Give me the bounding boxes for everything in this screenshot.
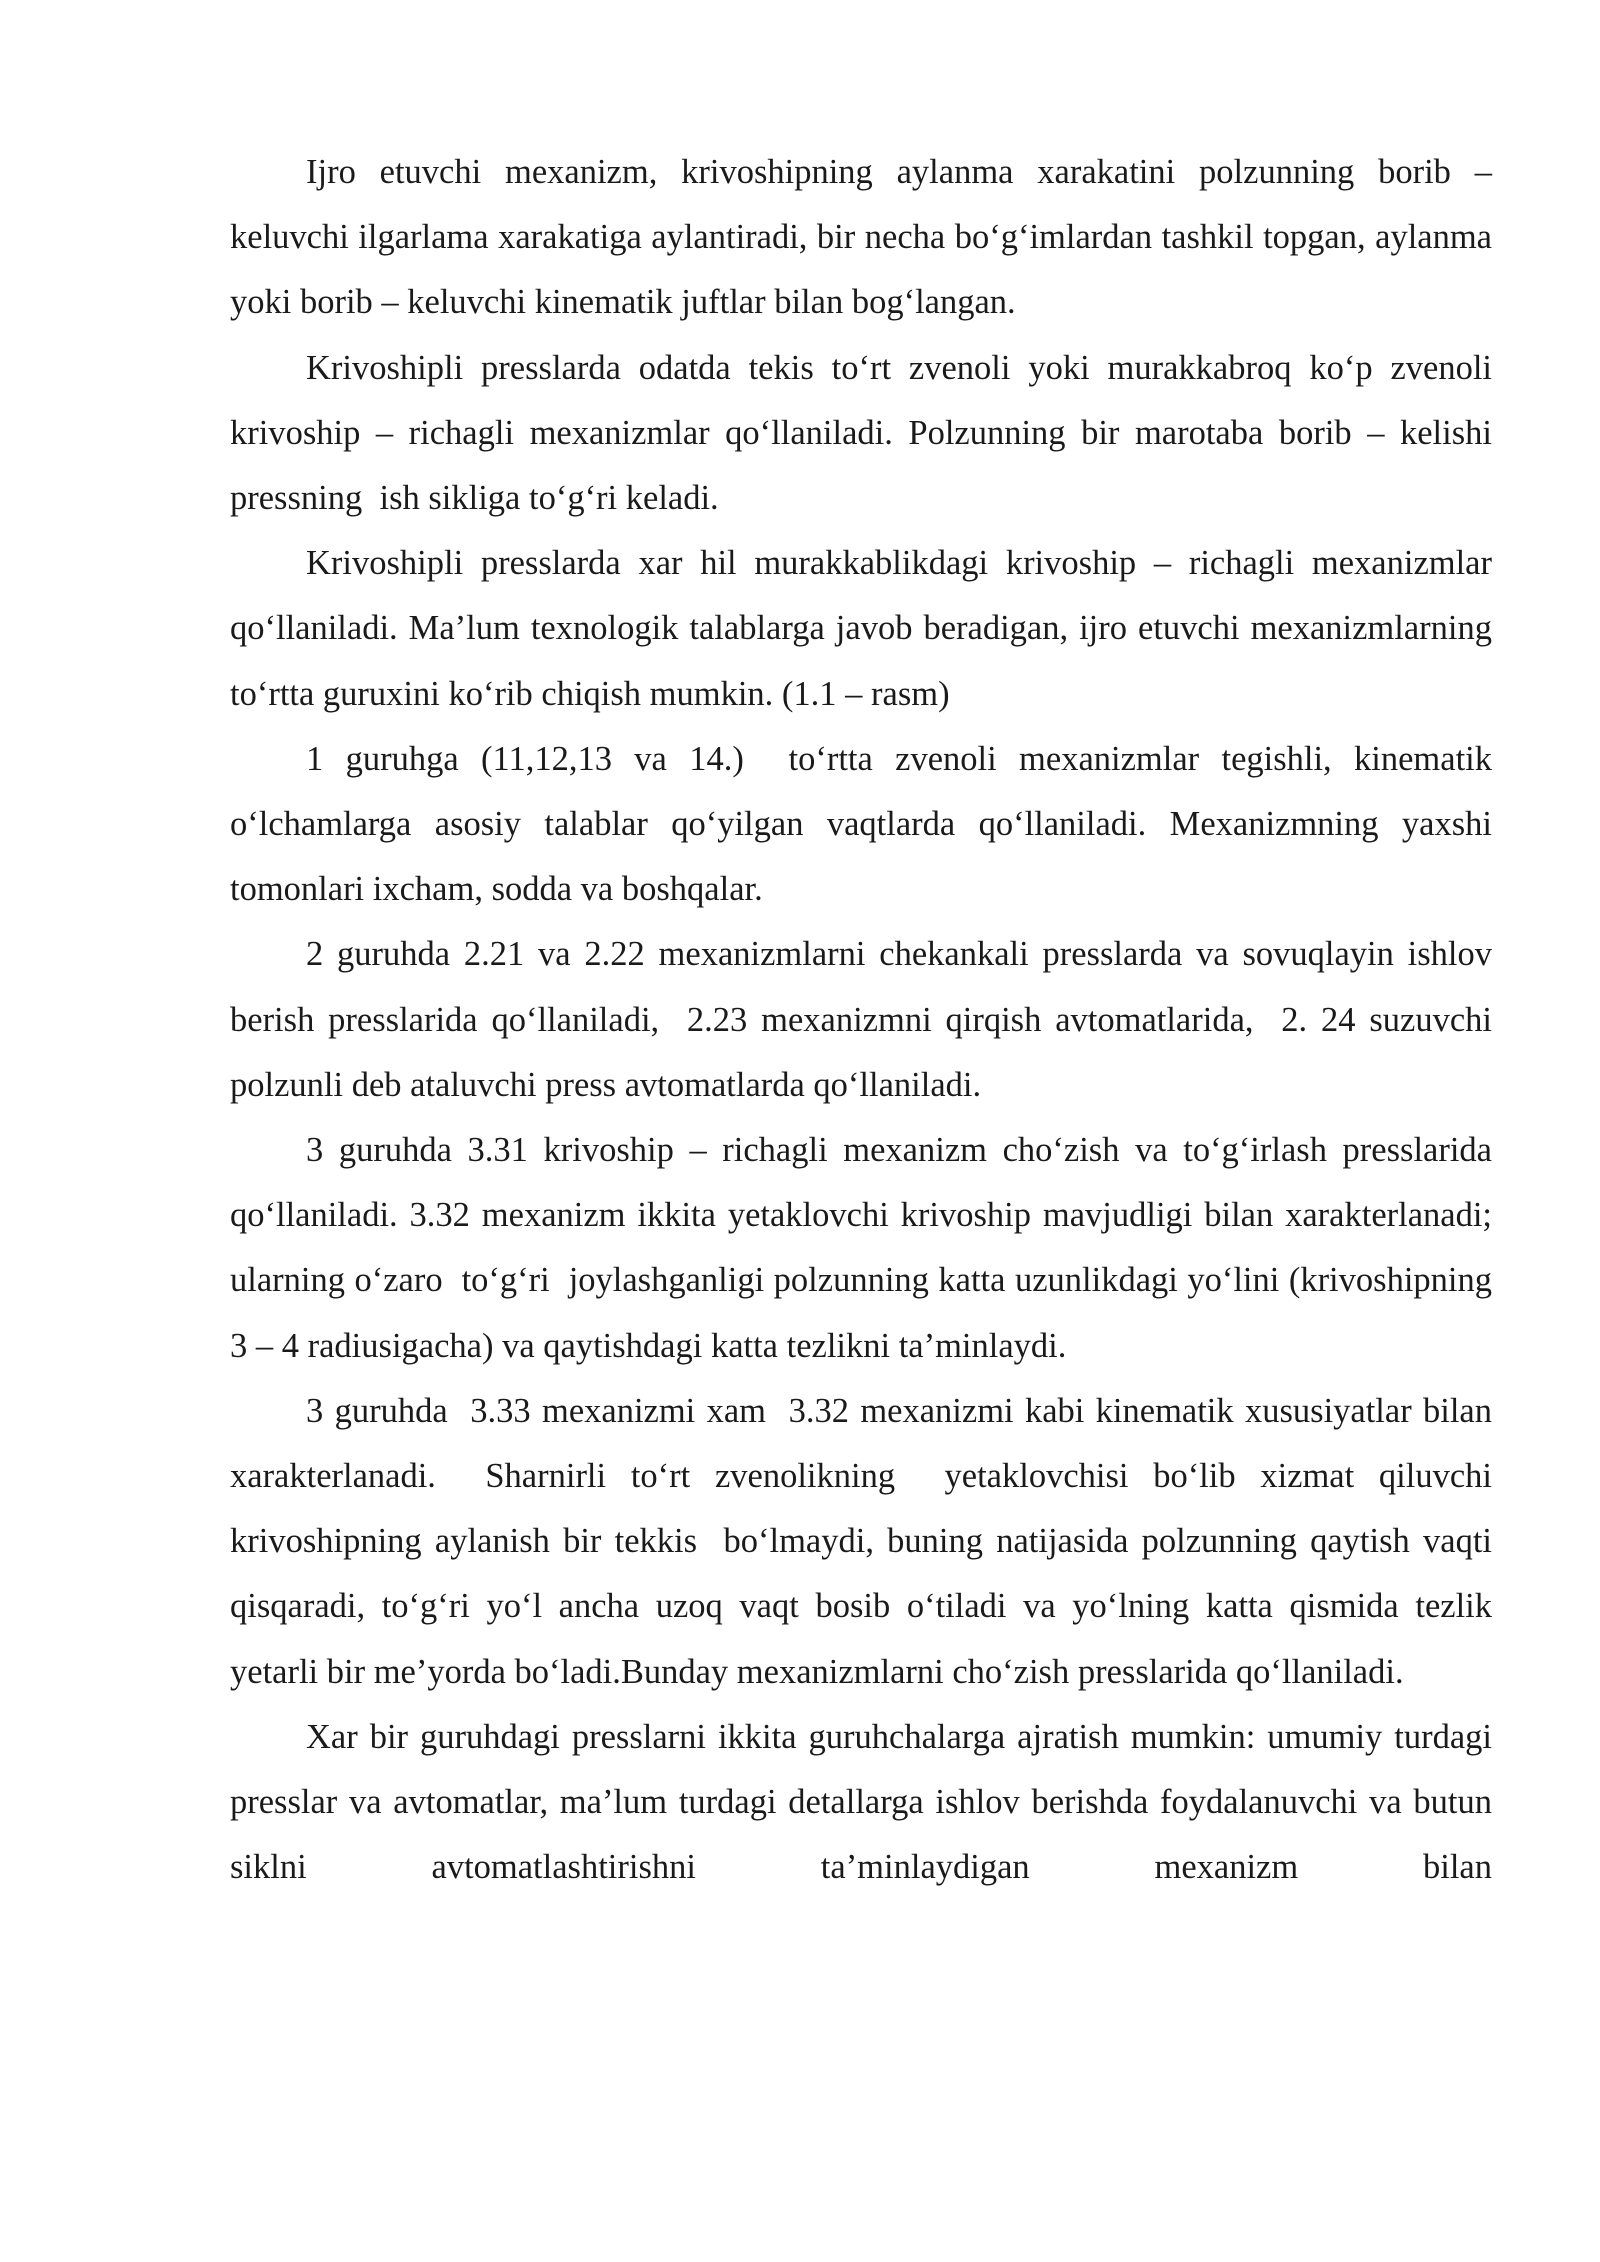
paragraph-4: 1 guruhga (11,12,13 va 14.) to‘rtta zvenoli mexanizmlar tegishli, kinematik o‘lchamlarga asosiy talablar qo‘yilgan vaqtlarda qo‘llaniladi. Mexanizmning yaxshi tomonlari ixcham, sodda va boshqalar.	[230, 739, 1501, 909]
paragraph-2: Krivoshipli presslarda odatda tekis to‘rt zvenoli yoki murakkabroq ko‘p zvenoli krivoship – richagli mexanizmlar qo‘llaniladi. Polzunning bir marotaba borib – kelishi pressning ish sikliga to‘g‘ri keladi.	[230, 348, 1501, 518]
document-body	[230, 140, 1510, 1900]
paragraph-5: 2 guruhda 2.21 va 2.22 mexanizmlarni chekankali presslarda va sovuqlayin ishlov berish presslarida qo‘llaniladi, 2.23 mexanizmni qirqish avtomatlarida, 2. 24 suzuvchi polzunli deb ataluvchi press avtomatlarda qo‘llaniladi.	[230, 935, 1501, 1104]
paragraph-1: Ijro etuvchi mexanizm, krivoshipning aylanma xarakatini polzunning borib – keluvchi ilgarlama xarakatiga aylantiradi, bir necha bo‘g‘imlardan tashkil topgan, aylanma yoki borib – keluvchi kinematik juftlar bilan bog‘langan.	[230, 153, 1501, 322]
paragraph-3: Krivoshipli presslarda xar hil murakkablikdagi krivoship – richagli mexanizmlar qo‘llaniladi. Ma’lum texnologik talablarga javob beradigan, ijro etuvchi mexanizmlarning to‘rtta guruxini ko‘rib chiqish mumkin. (1.1 – rasm)	[230, 544, 1510, 713]
paragraph-7: 3 guruhda 3.33 mexanizmi xam 3.32 mexanizmi kabi kinematik xususiyatlar bilan xarakterlanadi. Sharnirli to‘rt zvenolikning yetaklovchisi bo‘lib xizmat qiluvchi krivoshipning aylanish bir tekkis bo‘lmaydi, buning natijasida polzunning qaytish vaqti qisqaradi, to‘g‘ri yo‘l ancha uzoq vaqt bosib o‘tiladi va yo‘lning katta qismida tezlik yetarli bir me’yorda bo‘ladi.Bunday mexanizmlarni cho‘zish presslarida qo‘llaniladi.	[230, 1391, 1501, 1691]
paragraph-8: Xar bir guruhdagi presslarni ikkita guruhchalarga ajratish mumkin: umumiy turdagi presslar va avtomatlar, ma’lum turdagi detallarga ishlov berishda foydalanuvchi va butun siklni avtomatlashtirishni ta’minlaydigan mexanizm bilan	[230, 1717, 1501, 1887]
paragraph-6: 3 guruhda 3.31 krivoship – richagli mexanizm cho‘zish va to‘g‘irlash presslarida qo‘llaniladi. 3.32 mexanizm ikkita yetaklovchi krivoship mavjudligi bilan xarakterlanadi; ularning o‘zaro to‘g‘ri joylashganligi polzunning katta uzunlikdagi yo‘lini (krivoshipning 3 – 4 radiusigacha) va qaytishdagi katta tezlikni ta’minlaydi.	[230, 1131, 1501, 1365]
